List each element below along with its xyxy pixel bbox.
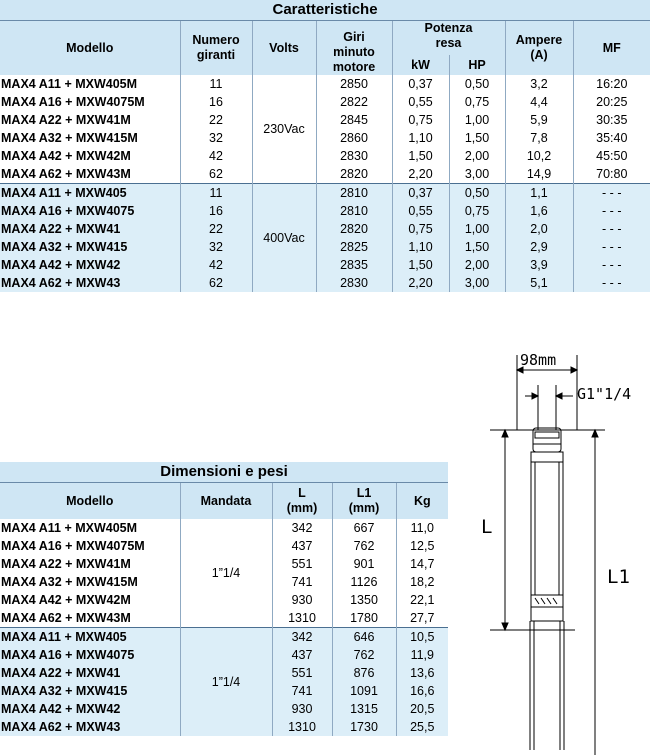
mf-cell: 30:35 xyxy=(573,111,650,129)
l-cell: 1310 xyxy=(272,718,332,736)
giri-cell: 2822 xyxy=(316,93,392,111)
kg-cell: 14,7 xyxy=(396,555,448,573)
volts-cell: 400Vac xyxy=(252,184,316,293)
model-cell: MAX4 A11 + MXW405M xyxy=(0,75,180,93)
hp-cell: 3,00 xyxy=(449,165,505,184)
outlet-label: G1"1/4 xyxy=(577,385,632,403)
l-cell: 1310 xyxy=(272,609,332,628)
kw-cell: 1,10 xyxy=(392,129,449,147)
giri-cell: 2835 xyxy=(316,256,392,274)
kg-cell: 22,1 xyxy=(396,591,448,609)
mf-cell: 35:40 xyxy=(573,129,650,147)
mf-cell: 16:20 xyxy=(573,75,650,93)
hp-cell: 0,50 xyxy=(449,75,505,93)
l1-cell: 876 xyxy=(332,664,396,682)
model-cell: MAX4 A11 + MXW405M xyxy=(0,519,180,537)
pump-dimension-drawing xyxy=(455,340,650,755)
kw-cell: 0,37 xyxy=(392,75,449,93)
table-row xyxy=(0,628,448,647)
mf-cell: - - - xyxy=(573,238,650,256)
header-kw: kW xyxy=(392,55,449,75)
kw-cell: 0,37 xyxy=(392,184,449,203)
table-row xyxy=(0,238,650,256)
giri-cell: 2830 xyxy=(316,274,392,292)
table-row xyxy=(0,129,650,147)
l-cell: 741 xyxy=(272,682,332,700)
table-row xyxy=(0,184,650,203)
hp-cell: 2,00 xyxy=(449,147,505,165)
hp-cell: 1,00 xyxy=(449,220,505,238)
model-cell: MAX4 A62 + MXW43M xyxy=(0,165,180,184)
kw-cell: 2,20 xyxy=(392,165,449,184)
giranti-cell: 62 xyxy=(180,274,252,292)
model-cell: MAX4 A42 + MXW42 xyxy=(0,256,180,274)
giri-cell: 2820 xyxy=(316,220,392,238)
giranti-cell: 62 xyxy=(180,165,252,184)
model-cell: MAX4 A22 + MXW41 xyxy=(0,220,180,238)
table-row xyxy=(0,165,650,184)
l1-dimension-label: L1 xyxy=(607,566,630,588)
giranti-cell: 16 xyxy=(180,202,252,220)
ampere-cell: 2,0 xyxy=(505,220,573,238)
ampere-cell: 5,9 xyxy=(505,111,573,129)
table-row xyxy=(0,519,448,537)
table-row xyxy=(0,202,650,220)
kw-cell: 0,55 xyxy=(392,93,449,111)
kg-cell: 16,6 xyxy=(396,682,448,700)
l1-cell: 1780 xyxy=(332,609,396,628)
table-row xyxy=(0,75,650,93)
giri-cell: 2850 xyxy=(316,75,392,93)
model-cell: MAX4 A16 + MXW4075M xyxy=(0,93,180,111)
kg-cell: 11,9 xyxy=(396,646,448,664)
giranti-cell: 32 xyxy=(180,129,252,147)
model-cell: MAX4 A32 + MXW415M xyxy=(0,573,180,591)
header-volts: Volts xyxy=(252,21,316,76)
model-cell: MAX4 A32 + MXW415M xyxy=(0,129,180,147)
l-cell: 930 xyxy=(272,700,332,718)
header-kg: Kg xyxy=(396,483,448,520)
header-modello: Modello xyxy=(0,483,180,520)
giri-cell: 2860 xyxy=(316,129,392,147)
giranti-cell: 42 xyxy=(180,147,252,165)
kw-cell: 0,55 xyxy=(392,202,449,220)
header-l1: L1 (mm) xyxy=(332,483,396,520)
ampere-cell: 5,1 xyxy=(505,274,573,292)
kw-cell: 1,50 xyxy=(392,256,449,274)
model-cell: MAX4 A42 + MXW42 xyxy=(0,700,180,718)
model-cell: MAX4 A22 + MXW41 xyxy=(0,664,180,682)
model-cell: MAX4 A11 + MXW405 xyxy=(0,184,180,203)
l-cell: 437 xyxy=(272,646,332,664)
mf-cell: - - - xyxy=(573,184,650,203)
hp-cell: 0,75 xyxy=(449,202,505,220)
l-cell: 437 xyxy=(272,537,332,555)
kg-cell: 18,2 xyxy=(396,573,448,591)
ampere-cell: 4,4 xyxy=(505,93,573,111)
hp-cell: 3,00 xyxy=(449,274,505,292)
kg-cell: 11,0 xyxy=(396,519,448,537)
mandata-cell: 1”1/4 xyxy=(180,628,272,737)
ampere-cell: 2,9 xyxy=(505,238,573,256)
mf-cell: 20:25 xyxy=(573,93,650,111)
ampere-cell: 14,9 xyxy=(505,165,573,184)
mf-cell: - - - xyxy=(573,220,650,238)
ampere-cell: 3,9 xyxy=(505,256,573,274)
mf-cell: 70:80 xyxy=(573,165,650,184)
table-row xyxy=(0,111,650,129)
model-cell: MAX4 A32 + MXW415 xyxy=(0,238,180,256)
width-dimension-label: 98mm xyxy=(520,351,557,369)
l-cell: 342 xyxy=(272,519,332,537)
header-giri-minuto-motore: Giri minuto motore xyxy=(316,21,392,76)
giri-cell: 2845 xyxy=(316,111,392,129)
header-numero-giranti: Numero giranti xyxy=(180,21,252,76)
giranti-cell: 32 xyxy=(180,238,252,256)
table-row xyxy=(0,220,650,238)
giranti-cell: 22 xyxy=(180,111,252,129)
l1-cell: 667 xyxy=(332,519,396,537)
giranti-cell: 42 xyxy=(180,256,252,274)
l1-cell: 1730 xyxy=(332,718,396,736)
kg-cell: 27,7 xyxy=(396,609,448,628)
model-cell: MAX4 A62 + MXW43 xyxy=(0,274,180,292)
mf-cell: - - - xyxy=(573,202,650,220)
characteristics-table xyxy=(0,0,650,292)
mf-cell: - - - xyxy=(573,256,650,274)
l-cell: 551 xyxy=(272,664,332,682)
model-cell: MAX4 A42 + MXW42M xyxy=(0,147,180,165)
giri-cell: 2830 xyxy=(316,147,392,165)
characteristics-title: Caratteristiche xyxy=(0,0,650,21)
l-cell: 551 xyxy=(272,555,332,573)
l-cell: 930 xyxy=(272,591,332,609)
model-cell: MAX4 A22 + MXW41M xyxy=(0,111,180,129)
l-cell: 741 xyxy=(272,573,332,591)
kg-cell: 20,5 xyxy=(396,700,448,718)
dimensions-title: Dimensioni e pesi xyxy=(0,462,448,483)
ampere-cell: 1,1 xyxy=(505,184,573,203)
l1-cell: 762 xyxy=(332,537,396,555)
hp-cell: 0,50 xyxy=(449,184,505,203)
l1-cell: 646 xyxy=(332,628,396,647)
l1-cell: 1350 xyxy=(332,591,396,609)
l-dimension-label: L xyxy=(481,516,493,538)
kg-cell: 25,5 xyxy=(396,718,448,736)
giranti-cell: 22 xyxy=(180,220,252,238)
hp-cell: 2,00 xyxy=(449,256,505,274)
kg-cell: 13,6 xyxy=(396,664,448,682)
model-cell: MAX4 A11 + MXW405 xyxy=(0,628,180,647)
l1-cell: 1126 xyxy=(332,573,396,591)
kw-cell: 1,10 xyxy=(392,238,449,256)
l-cell: 342 xyxy=(272,628,332,647)
l1-cell: 762 xyxy=(332,646,396,664)
ampere-cell: 10,2 xyxy=(505,147,573,165)
hp-cell: 1,00 xyxy=(449,111,505,129)
mf-cell: 45:50 xyxy=(573,147,650,165)
giri-cell: 2825 xyxy=(316,238,392,256)
kw-cell: 1,50 xyxy=(392,147,449,165)
kw-cell: 0,75 xyxy=(392,111,449,129)
giranti-cell: 11 xyxy=(180,184,252,203)
model-cell: MAX4 A62 + MXW43 xyxy=(0,718,180,736)
model-cell: MAX4 A16 + MXW4075M xyxy=(0,537,180,555)
header-potenza-resa: Potenza resa xyxy=(392,21,505,56)
kw-cell: 2,20 xyxy=(392,274,449,292)
header-modello: Modello xyxy=(0,21,180,76)
table-row xyxy=(0,93,650,111)
hp-cell: 0,75 xyxy=(449,93,505,111)
giri-cell: 2810 xyxy=(316,202,392,220)
kg-cell: 12,5 xyxy=(396,537,448,555)
l1-cell: 901 xyxy=(332,555,396,573)
table-row xyxy=(0,274,650,292)
header-hp: HP xyxy=(449,55,505,75)
ampere-cell: 3,2 xyxy=(505,75,573,93)
header-mf: MF xyxy=(573,21,650,76)
model-cell: MAX4 A62 + MXW43M xyxy=(0,609,180,628)
kw-cell: 0,75 xyxy=(392,220,449,238)
ampere-cell: 1,6 xyxy=(505,202,573,220)
kg-cell: 10,5 xyxy=(396,628,448,647)
header-ampere: Ampere (A) xyxy=(505,21,573,76)
volts-cell: 230Vac xyxy=(252,75,316,184)
table-row xyxy=(0,147,650,165)
table-row xyxy=(0,256,650,274)
giranti-cell: 11 xyxy=(180,75,252,93)
giri-cell: 2810 xyxy=(316,184,392,203)
header-mandata: Mandata xyxy=(180,483,272,520)
mf-cell: - - - xyxy=(573,274,650,292)
giranti-cell: 16 xyxy=(180,93,252,111)
model-cell: MAX4 A32 + MXW415 xyxy=(0,682,180,700)
header-l: L (mm) xyxy=(272,483,332,520)
mandata-cell: 1”1/4 xyxy=(180,519,272,628)
model-cell: MAX4 A16 + MXW4075 xyxy=(0,646,180,664)
dimensions-table xyxy=(0,462,448,736)
l1-cell: 1315 xyxy=(332,700,396,718)
giri-cell: 2820 xyxy=(316,165,392,184)
hp-cell: 1,50 xyxy=(449,129,505,147)
model-cell: MAX4 A42 + MXW42M xyxy=(0,591,180,609)
model-cell: MAX4 A22 + MXW41M xyxy=(0,555,180,573)
l1-cell: 1091 xyxy=(332,682,396,700)
model-cell: MAX4 A16 + MXW4075 xyxy=(0,202,180,220)
hp-cell: 1,50 xyxy=(449,238,505,256)
ampere-cell: 7,8 xyxy=(505,129,573,147)
